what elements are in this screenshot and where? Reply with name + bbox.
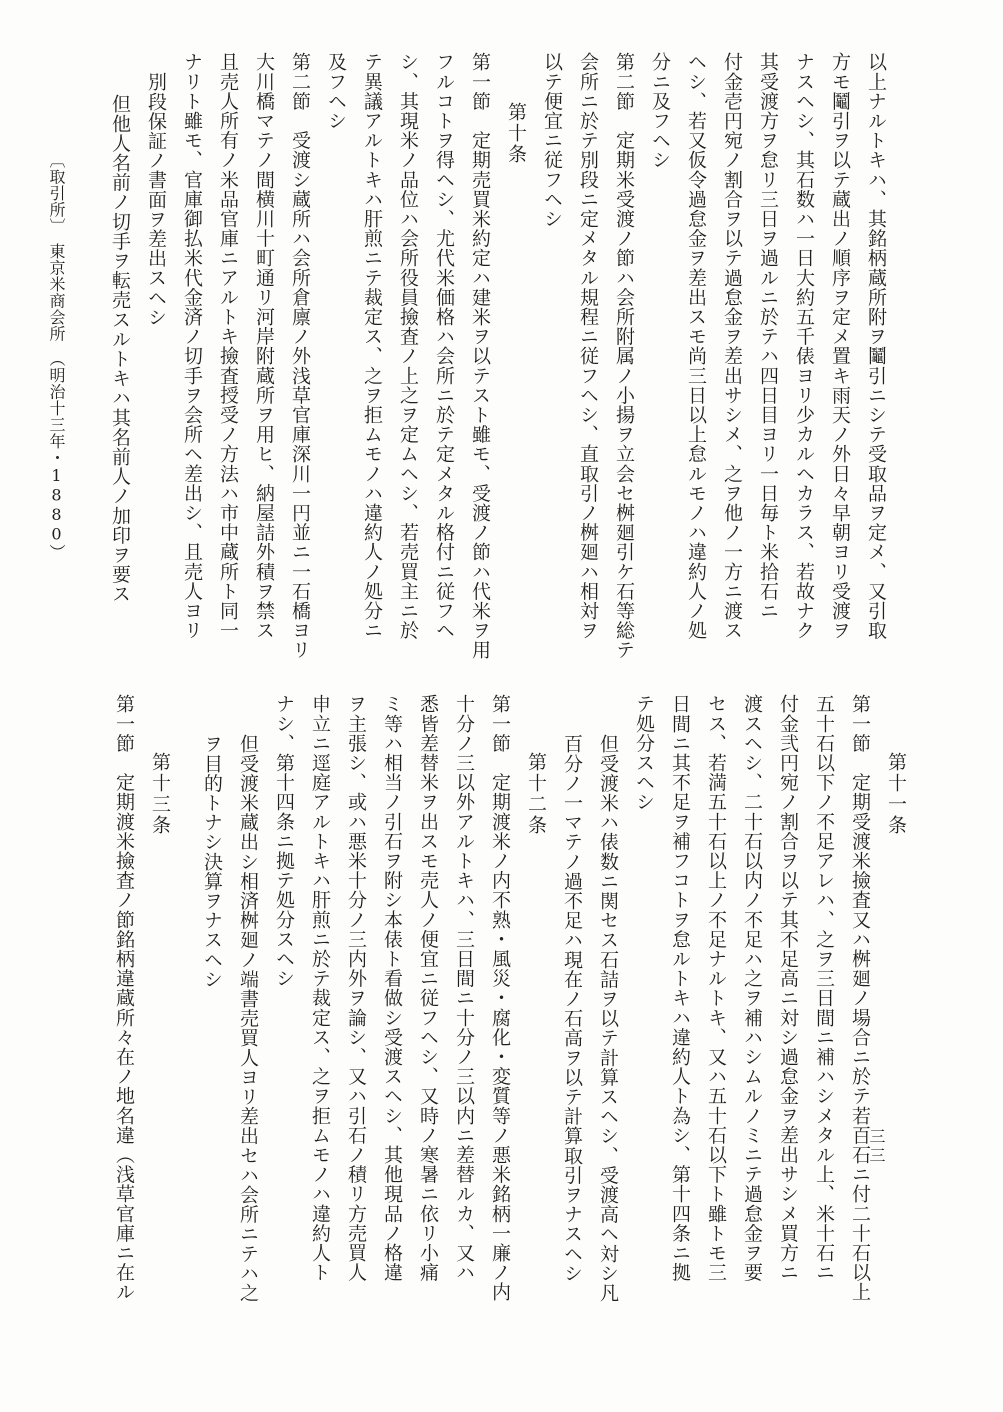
upper-text-line: 其受渡方ヲ怠リ三日ヲ過ルニ於テハ四日目ヨリ一日毎ト米拾石ニ (757, 52, 779, 621)
upper-text-line: 及フヘシ (325, 52, 347, 131)
lower-article-heading: 第十三条 (149, 752, 171, 836)
upper-text-line: ナリト雖モ、官庫御払米代金済ノ切手ヲ会所ヘ差出シ、且売人ヨリ (181, 52, 203, 640)
upper-text-line: 第二節 定期米受渡ノ節ハ会所附属ノ小揚ヲ立会セ桝廻引ケ石等総テ (613, 52, 635, 660)
lower-text-line: ナシ、第十四条ニ拠テ処分スヘシ (273, 694, 295, 988)
upper-article-heading: 第十条 (505, 102, 527, 165)
upper-text-line: 会所ニ於テ別段ニ定メタル規程ニ従フヘシ、直取引ノ桝廻ハ相対ヲ (577, 52, 599, 640)
lower-text-line: 渡スヘシ、二十石以内ノ不足ハ之ヲ補ハシムルノミニテ過怠金ヲ要 (741, 694, 763, 1282)
lower-text-line: 但受渡米ハ俵数ニ関セス石詰ヲ以テ計算スヘシ、受渡高ヘ対シ凡 (597, 734, 619, 1303)
lower-text-line: 付金弐円宛ノ割合ヲ以テ其不足高ニ対シ過怠金ヲ差出サシメ買方ニ (777, 694, 799, 1282)
running-footer: 〔取引所〕 東京米商会所 （明治十三年・1880） (47, 152, 66, 561)
lower-article-heading: 第十一条 (885, 752, 907, 836)
lower-text-line: 申立ニ逕庭アルトキハ肝煎ニ於テ裁定ス、之ヲ拒ムモノハ違約人ト (309, 694, 331, 1282)
lower-text-line: ヲ主張シ、或ハ悪米十分ノ三内外ヲ論シ、又ハ引石ノ積リ方売買人 (345, 694, 367, 1282)
upper-text-line: 但他人名前ノ切手ヲ転売スルトキハ其名前人ノ加印ヲ要ス (109, 94, 131, 604)
upper-text-line: 大川橋マテノ間横川十町通リ河岸附蔵所ヲ用ヒ、納屋詰外積ヲ禁ス (253, 52, 275, 640)
lower-text-line: 悉皆差替米ヲ出スモ売人ノ便宜ニ従フヘシ、又時ノ寒暑ニ依リ小痛 (417, 694, 439, 1282)
upper-text-line: 以テ便宜ニ従フヘシ (541, 52, 563, 229)
lower-text-line: 五十石以下ノ不足アレハ、之ヲ三日間ニ補ハシメタル上、米十石ニ (813, 694, 835, 1282)
upper-text-line: 第二節 受渡シ蔵所ハ会所倉廪ノ外浅草官庫深川一円並ニ一石橋ヨリ (289, 52, 311, 660)
lower-text-line: 十分ノ三以外アルトキハ、三日間ニ十分ノ三以内ニ差替ルカ、又ハ (453, 694, 475, 1282)
lower-text-line: ミ等ハ相当ノ引石ヲ附シ本俵ト看做シ受渡スヘシ、其他現品ノ格違 (381, 694, 403, 1282)
upper-text-line: フルコトヲ得ヘシ、尤代米価格ハ会所ニ於テ定メタル格付ニ従フヘ (433, 52, 455, 640)
upper-text-line: ナスヘシ、其石数ハ一日大約五千俵ヨリ少カルヘカラス、若故ナク (793, 52, 815, 640)
lower-text-line: 日間ニ其不足ヲ補フコトヲ怠ルトキハ違約人ト為シ、第十四条ニ拠 (669, 694, 691, 1282)
page-number: 三三 (867, 1128, 886, 1166)
upper-text-line: 付金壱円宛ノ割合ヲ以テ過怠金ヲ差出サシメ、之ヲ他ノ一方ニ渡ス (721, 52, 743, 640)
upper-text-line: 方モ鬮引ヲ以テ蔵出ノ順序ヲ定メ置キ雨天ノ外日々早朝ヨリ受渡ヲ (829, 52, 851, 640)
lower-text-line: 第一節 定期受渡米撿査又ハ桝廻ノ場合ニ於テ若百石ニ付二十石以上 (849, 694, 871, 1302)
lower-text-line: 第一節 定期渡米ノ内不熟・風災・腐化・変質等ノ悪米銘柄一廉ノ内 (489, 694, 511, 1302)
lower-text-line: テ処分スヘシ (633, 694, 655, 812)
upper-text-line: 且売人所有ノ米品官庫ニアルトキ撿査授受ノ方法ハ市中蔵所ト同一 (217, 52, 239, 640)
upper-text-line: テ異議アルトキハ肝煎ニテ裁定ス、之ヲ拒ムモノハ違約人ノ処分ニ (361, 52, 383, 640)
upper-text-line: 別段保証ノ書面ヲ差出スヘシ (145, 72, 167, 327)
lower-text-line: 第一節 定期渡米撿査ノ節銘柄違蔵所々在ノ地名違（浅草官庫ニ在ル (113, 694, 135, 1302)
upper-text-line: 分ニ及フヘシ (649, 52, 671, 170)
lower-text-line: 百分ノ一マテノ過不足ハ現在ノ石高ヲ以テ計算取引ヲナスヘシ (561, 734, 583, 1283)
upper-text-line: ヘシ、若又仮令過怠金ヲ差出スモ尚三日以上怠ルモノハ違約人ノ処 (685, 52, 707, 640)
lower-text-line: 但受渡米蔵出シ相済桝廻ノ端書売買人ヨリ差出セハ会所ニテハ之 (237, 734, 259, 1303)
upper-text-line: 第一節 定期売買米約定ハ建米ヲ以テスト雖モ、受渡ノ節ハ代米ヲ用 (469, 52, 491, 660)
upper-text-line: 以上ナルトキハ、其銘柄蔵所附ヲ鬮引ニシテ受取品ヲ定メ、又引取 (865, 52, 887, 640)
upper-text-line: シ、其現米ノ品位ハ会所役員撿査ノ上之ヲ定ムヘシ、若売買主ニ於 (397, 52, 419, 640)
lower-article-heading: 第十二条 (525, 752, 547, 836)
lower-text-line: ヲ目的トナシ決算ヲナスヘシ (201, 734, 223, 989)
lower-text-line: セス、若満五十石以上ノ不足ナルトキ、又ハ五十石以下ト雖トモ三 (705, 694, 727, 1282)
